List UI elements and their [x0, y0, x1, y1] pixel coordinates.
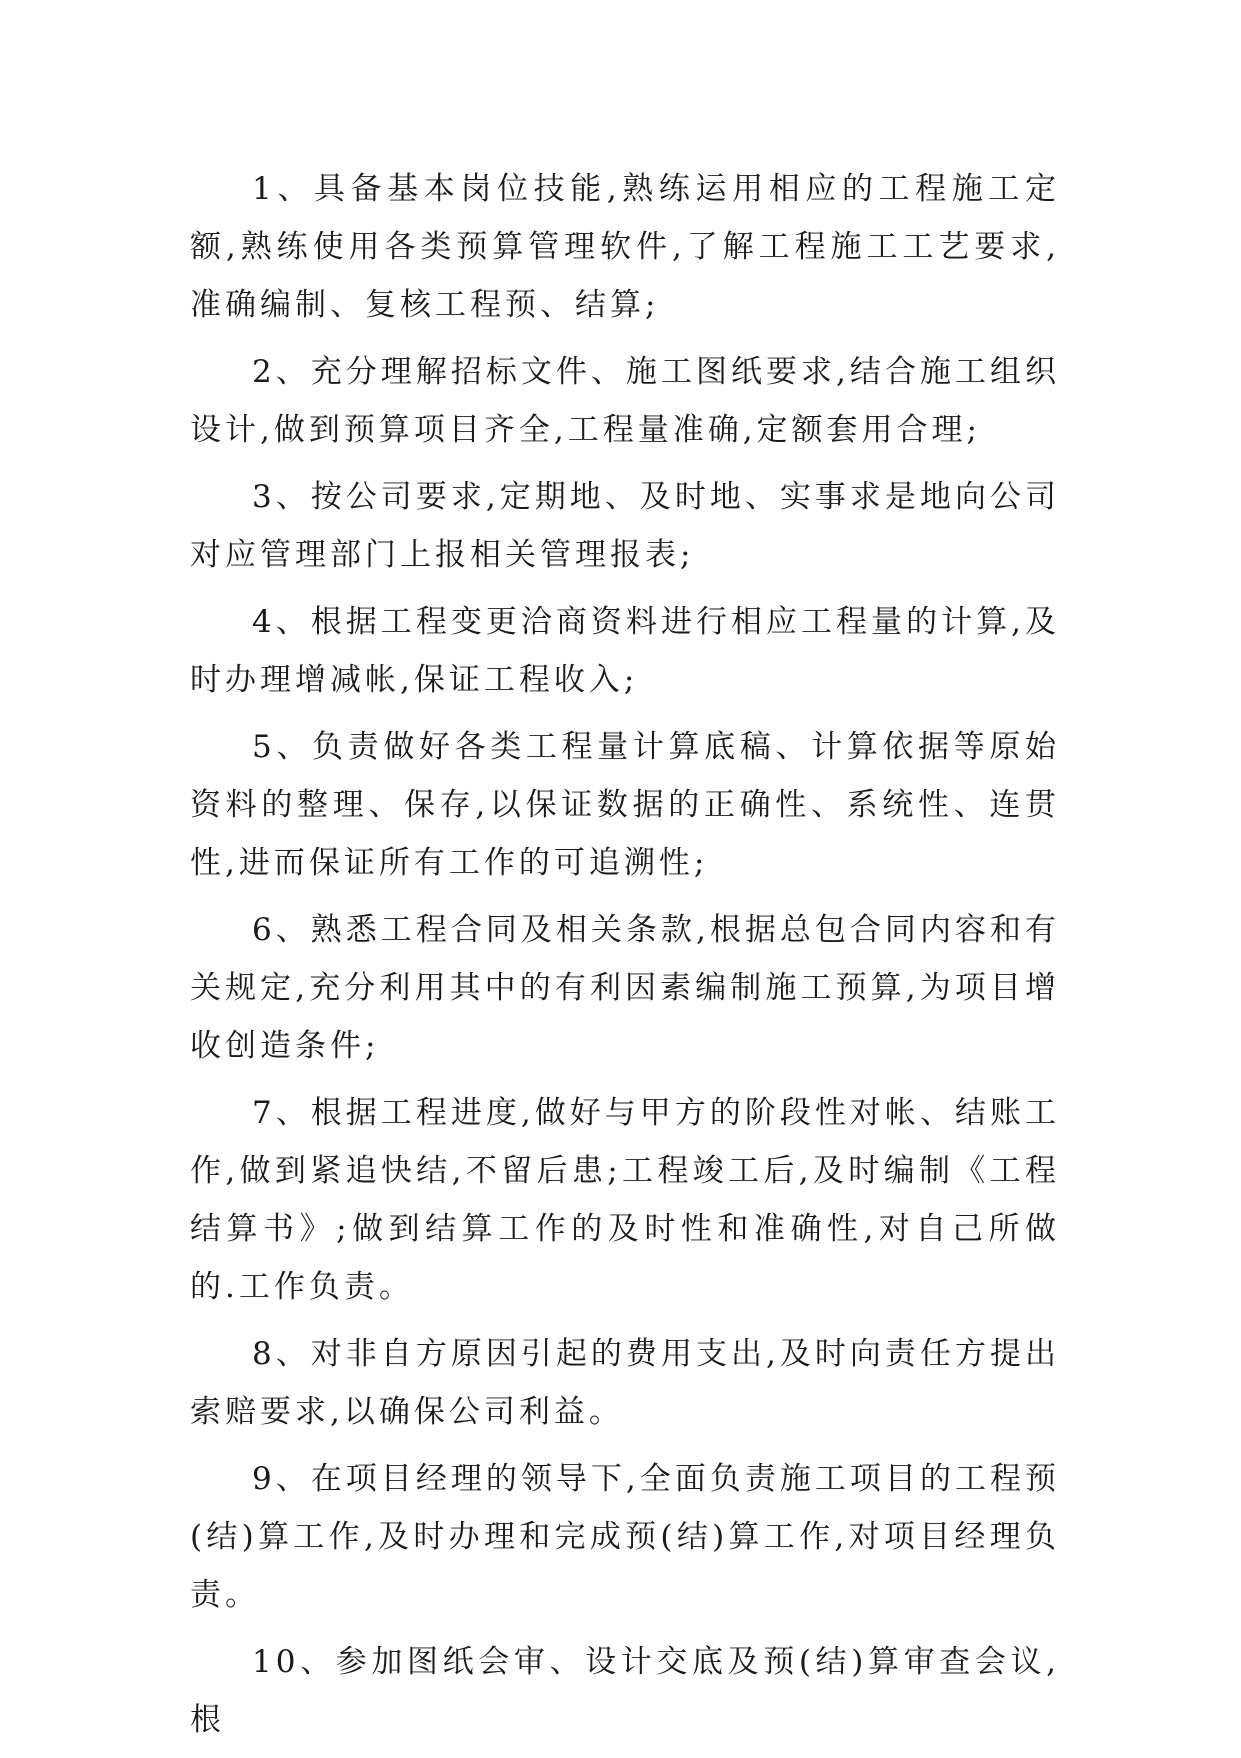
paragraph-3: 3、按公司要求,定期地、及时地、实事求是地向公司对应管理部门上报相关管理报表;	[190, 479, 1060, 573]
paragraph-6: 6、熟悉工程合同及相关条款,根据总包合同内容和有关规定,充分利用其中的有利因素编制施工预算,为项目增收创造条件;	[190, 912, 1060, 1064]
paragraph-5: 5、负责做好各类工程量计算底稿、计算依据等原始资料的整理、保存,以保证数据的正确性、系统性、连贯性,进而保证所有工作的可追溯性;	[190, 729, 1060, 881]
paragraph-1: 1、具备基本岗位技能,熟练运用相应的工程施工定额,熟练使用各类预算管理软件,了解工程施工工艺要求,准确编制、复核工程预、结算;	[190, 171, 1060, 323]
paragraph-4: 4、根据工程变更洽商资料进行相应工程量的计算,及时办理增减帐,保证工程收入;	[190, 604, 1060, 698]
paragraph-9: 9、在项目经理的领导下,全面负责施工项目的工程预(结)算工作,及时办理和完成预(结)算工作,对项目经理负责。	[190, 1461, 1060, 1613]
paragraph-8: 8、对非自方原因引起的费用支出,及时向责任方提出索赔要求,以确保公司利益。	[190, 1336, 1060, 1430]
paragraph-7: 7、根据工程进度,做好与甲方的阶段性对帐、结账工作,做到紧追快结,不留后患;工程竣工后,及时编制《工程结算书》;做到结算工作的及时性和准确性,对自己所做的.工作负责。	[190, 1095, 1060, 1305]
paragraph-2: 2、充分理解招标文件、施工图纸要求,结合施工组织设计,做到预算项目齐全,工程量准确,定额套用合理;	[190, 354, 1060, 448]
document-body	[190, 160, 1060, 1758]
paragraph-10: 10、参加图纸会审、设计交底及预(结)算审查会议,根	[190, 1644, 1060, 1738]
